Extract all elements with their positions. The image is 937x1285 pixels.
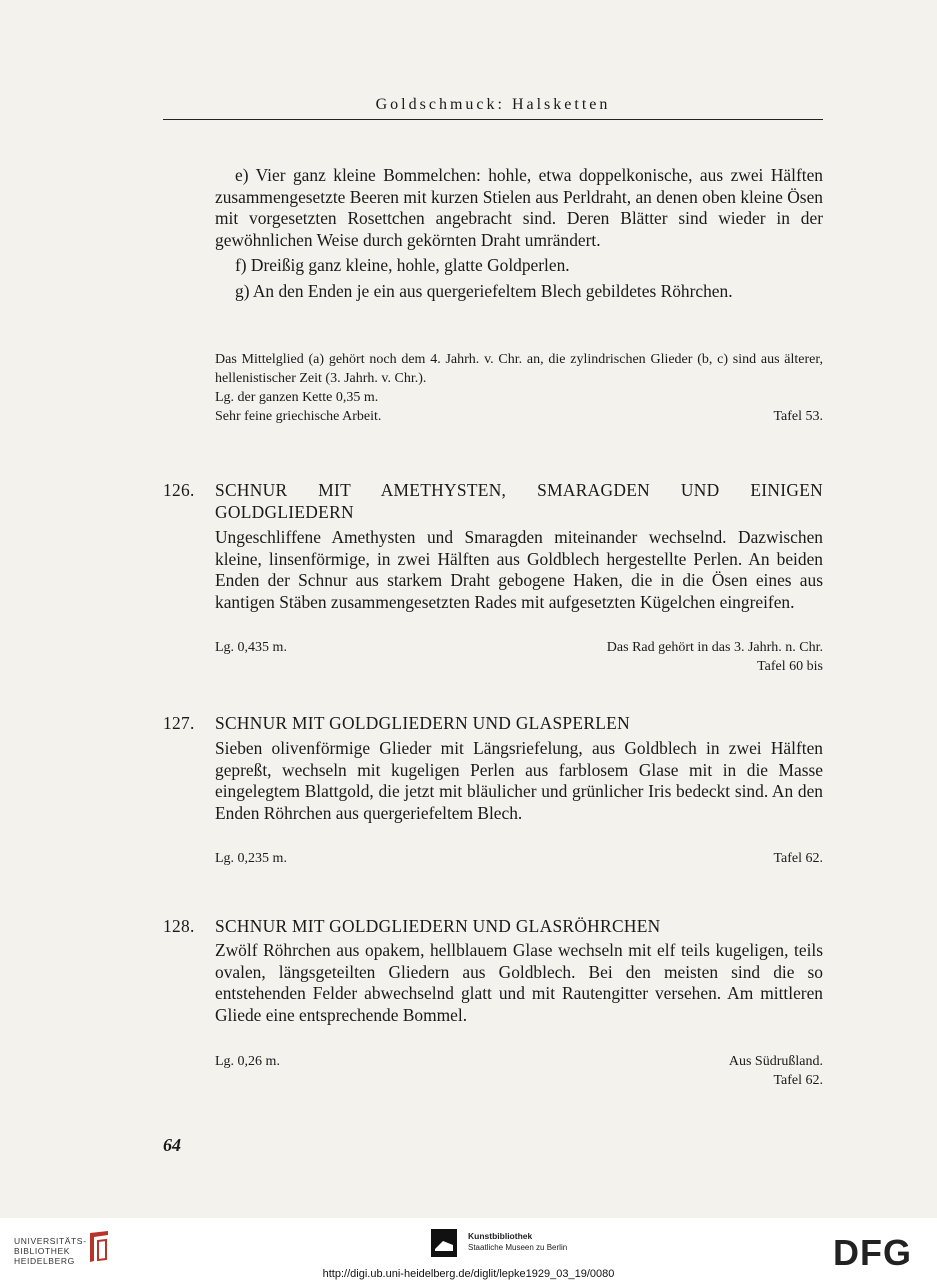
entry-126-heading: [163, 480, 823, 523]
length-note: Lg. 0,235 m.: [215, 851, 287, 866]
entry-128-meta: [215, 1052, 823, 1090]
entry-125-notes: [215, 350, 823, 426]
running-header: Goldschmuck: Halsketten: [375, 96, 611, 113]
entry-title: SCHNUR MIT AMETHYSTEN, SMARAGDEN UND EINIGEN GOLDGLIEDERN: [215, 480, 823, 522]
university-emblem-icon[interactable]: [86, 1229, 112, 1265]
university-line-3: HEIDELBERG: [14, 1256, 75, 1266]
plate-ref: Tafel 62.: [773, 1073, 823, 1088]
permalink-url[interactable]: http://digi.ub.uni-heidelberg.de/diglit/lepke1929_03_19/0080: [322, 1268, 615, 1280]
para-e: e) Vier ganz kleine Bommelchen: hohle, etwa doppelkonische, aus zwei Hälften zusammengesetzte Beeren mit kurzen Stielen aus Perldraht, an denen oben kleine Ösen mit vorgesetzten Rosettchen angebracht sind. Deren Blätter sind wieder in der gewöhnlichen Weise durch gekörnten Draht umrändert.: [215, 165, 823, 250]
entry-number: 126.: [163, 480, 195, 500]
origin-row: [215, 407, 823, 426]
entry-number: 127.: [163, 713, 195, 733]
entry-127-meta: [215, 849, 823, 868]
origin-note: Aus Südrußland.: [728, 1054, 823, 1069]
length-note: Lg. 0,435 m.: [215, 640, 287, 655]
entry-126-text: Ungeschliffene Amethysten und Smaragden miteinander wechselnd. Dazwischen kleine, linsenförmige, in zwei Hälften aus Goldblech hergestellte Perlen. An beiden Enden der Schnur aus starkem Draht gebogene Haken, die in die Ösen eines aus kantigen Stäben zusammengesetzten Rades mit aufgesetzten Kügelchen eingreifen.: [215, 527, 823, 612]
entry-128-text: Zwölf Röhrchen aus opakem, hellblauem Glase wechseln mit elf teils kugeligen, teils ovalen, längsgeteilten Gliedern aus Goldblech. Bei den meisten sind die so entstehenden Felder abwechselnd glatt und mit Rautengitter versehen. Am mittleren Gliede eine entsprechende Bommel.: [215, 940, 823, 1025]
entry-number: 128.: [163, 916, 195, 936]
kb-name: Kunstbibliothek: [468, 1231, 533, 1241]
length-note: Lg. 0,26 m.: [215, 1054, 280, 1069]
entry-125-continuation: [215, 165, 823, 303]
dfg-logo[interactable]: DFG: [833, 1232, 912, 1273]
university-line-2: BIBLIOTHEK: [14, 1246, 71, 1256]
length-note: Lg. der ganzen Kette 0,35 m.: [215, 390, 379, 405]
entry-127-heading: [163, 713, 823, 735]
dating-note: Das Rad gehört in das 3. Jahrh. n. Chr.: [606, 640, 823, 655]
university-line-1: UNIVERSITÄTS-: [14, 1236, 87, 1246]
kunstbibliothek-label: [468, 1231, 567, 1253]
header-rule: [163, 119, 823, 120]
entry-title: SCHNUR MIT GOLDGLIEDERN UND GLASRÖHRCHEN: [215, 916, 661, 936]
plate-ref: Tafel 53.: [773, 409, 823, 424]
entry-126-meta: [215, 638, 823, 676]
plate-ref: Tafel 62.: [773, 851, 823, 866]
entry-128-heading: [163, 916, 823, 938]
plate-ref: Tafel 60 bis: [757, 659, 823, 674]
entry-127-text: Sieben olivenförmige Glieder mit Längsriefelung, aus Goldblech in zwei Hälften gepreßt, wechseln mit kugeligen Perlen aus farblosem Glase mit in die Masse eingelegtem Blattgold, die jetzt mit bläulicher und grünlicher Iris bedeckt sind. An den Enden Röhrchen aus quergeriefeltem Blech.: [215, 738, 823, 823]
university-library-logo-text: [14, 1236, 87, 1266]
origin-note: Sehr feine griechische Arbeit.: [215, 409, 382, 424]
page-number: 64: [163, 1135, 181, 1155]
para-g: g) An den Enden je ein aus quergeriefeltem Blech gebildetes Röhrchen.: [235, 280, 733, 301]
entry-title: SCHNUR MIT GOLDGLIEDERN UND GLASPERLEN: [215, 713, 630, 733]
dating-note: Das Mittelglied (a) gehört noch dem 4. Jahrh. v. Chr. an, die zylindrischen Glieder (b, c) sind aus älterer, hellenistischer Zeit (3. Jahrh. v. Chr.).: [215, 352, 823, 386]
kb-subtitle: Staatliche Museen zu Berlin: [468, 1243, 568, 1252]
para-f: f) Dreißig ganz kleine, hohle, glatte Goldperlen.: [235, 255, 570, 276]
kunstbibliothek-logo-icon[interactable]: [431, 1229, 457, 1257]
